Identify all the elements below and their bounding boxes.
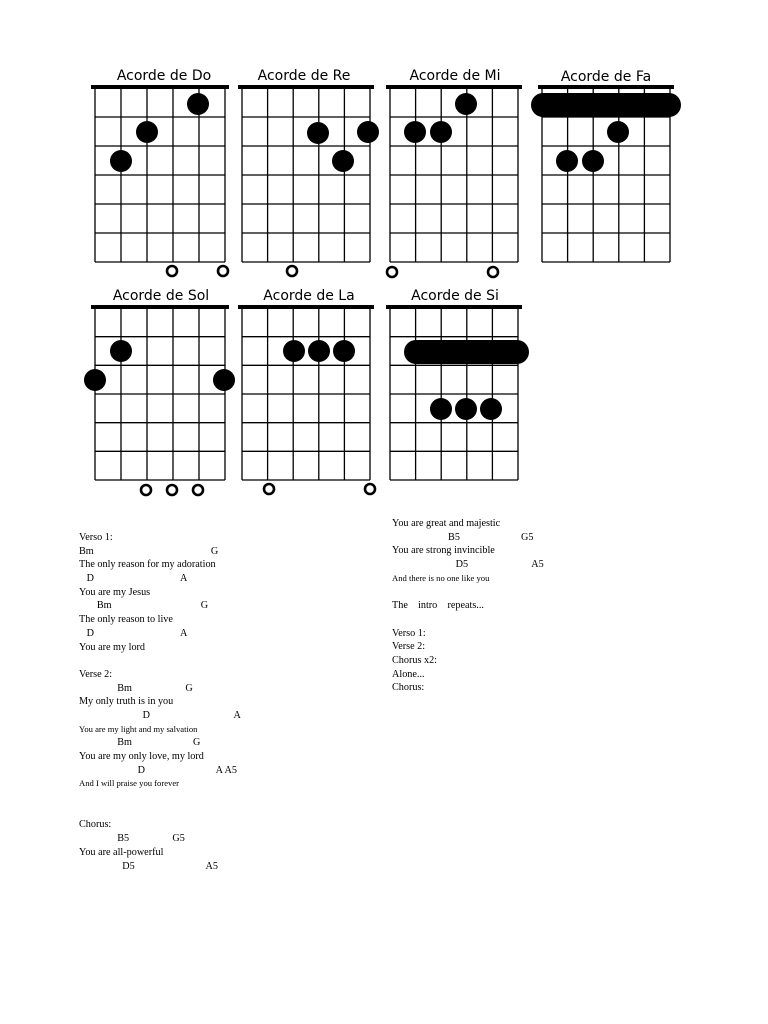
lyric-line: Chorus: <box>79 819 112 831</box>
lyric-line: D5 A5 <box>79 860 218 872</box>
lyric-line: Alone... <box>392 668 425 680</box>
lyric-line: The intro repeats... <box>392 600 484 612</box>
finger-dot <box>283 340 305 362</box>
finger-dot <box>582 150 604 172</box>
lyric-line: Chorus: <box>392 682 425 694</box>
nut <box>538 85 674 89</box>
lyric-line: Verse 2: <box>79 668 113 680</box>
lyrics-left-column <box>79 531 241 873</box>
chord-diagram-fa <box>531 69 681 262</box>
barre <box>531 93 681 117</box>
finger-dot <box>307 122 329 144</box>
lyric-line: The only reason to live <box>79 614 173 626</box>
fretboard-grid <box>386 305 522 480</box>
chord-title-re: Acorde de Re <box>257 68 351 84</box>
finger-dot <box>333 340 355 362</box>
lyric-line: B5 G5 <box>392 531 534 543</box>
open-string-marker <box>287 266 297 276</box>
finger-dot <box>404 121 426 143</box>
lyric-line: Bm G <box>79 545 219 557</box>
lyric-line: And there is no one like you <box>392 572 490 583</box>
finger-dot <box>430 398 452 420</box>
finger-dot <box>136 121 158 143</box>
lyric-line: My only truth is in you <box>79 696 174 708</box>
fretboard-grid <box>91 305 229 480</box>
chord-diagram-sol <box>84 288 235 495</box>
lyric-line: The only reason for my adoration <box>79 559 216 571</box>
chord-title-fa: Acorde de Fa <box>560 69 652 85</box>
finger-dot <box>455 93 477 115</box>
lyric-line: You are my light and my salvation <box>79 723 198 734</box>
lyric-line: D A <box>79 573 188 585</box>
lyric-line: Bm G <box>79 737 201 749</box>
nut <box>238 305 374 309</box>
chord-diagram-mi <box>386 68 522 277</box>
finger-dot <box>480 398 502 420</box>
open-string-marks <box>167 266 228 276</box>
chord-diagram-re <box>238 68 379 276</box>
barre <box>404 340 529 364</box>
lyric-line: You are my only love, my lord <box>79 751 204 762</box>
open-string-marker <box>167 266 177 276</box>
finger-dot <box>607 121 629 143</box>
finger-dot <box>308 340 330 362</box>
finger-dot <box>556 150 578 172</box>
chord-diagram-si <box>386 288 529 480</box>
nut <box>91 85 229 89</box>
fretboard-grid <box>386 85 522 262</box>
lyric-line: D5 A5 <box>392 559 544 571</box>
finger-dot <box>84 369 106 391</box>
lyric-line: Bm G <box>79 682 193 694</box>
chord-diagrams <box>0 0 768 510</box>
open-string-marks <box>264 484 375 494</box>
finger-dot <box>332 150 354 172</box>
open-string-marker <box>264 484 274 494</box>
lyric-line <box>79 654 241 668</box>
finger-dots <box>110 93 209 172</box>
open-string-marker <box>365 484 375 494</box>
lyric-line: Verso 1: <box>392 627 426 639</box>
lyric-line: D A <box>79 627 188 639</box>
lyrics-right-column <box>392 517 544 695</box>
nut <box>386 305 522 309</box>
chord-title-mi: Acorde de Mi <box>409 68 501 84</box>
lyric-line: Bm G <box>79 600 209 612</box>
open-string-marks <box>387 267 498 277</box>
open-string-marker <box>387 267 397 277</box>
open-string-marker <box>141 485 151 495</box>
lyric-line: D A A5 <box>79 764 237 776</box>
lyric-line: You are all-powerful <box>79 846 164 858</box>
nut <box>386 85 522 89</box>
finger-dots <box>283 340 355 362</box>
finger-dot <box>110 340 132 362</box>
lyric-line <box>79 805 241 819</box>
chord-title-la: Acorde de La <box>263 288 355 304</box>
chord-diagram-do <box>91 68 229 276</box>
nut <box>91 305 229 309</box>
finger-dot <box>455 398 477 420</box>
lyric-line: Verso 1: <box>79 532 113 543</box>
open-string-marker <box>167 485 177 495</box>
lyric-line: And I will praise you forever <box>79 778 179 789</box>
lyric-line <box>392 585 544 599</box>
chord-title-si: Acorde de Si <box>411 288 499 304</box>
open-string-marker <box>193 485 203 495</box>
lyric-line: You are strong invincible <box>392 545 495 557</box>
chord-title-sol: Acorde de Sol <box>112 288 210 304</box>
chord-diagram-la <box>238 288 375 494</box>
lyric-line: You are great and majestic <box>392 518 501 529</box>
lyric-line <box>79 791 241 805</box>
fretboard-grid <box>91 85 229 262</box>
lyric-line: Verse 2: <box>392 641 426 653</box>
lyric-line: B5 G5 <box>79 833 185 845</box>
open-string-marks <box>141 485 203 495</box>
open-string-marks <box>287 266 297 276</box>
lyric-line: You are my lord <box>79 641 146 653</box>
finger-dot <box>110 150 132 172</box>
lyric-line: Chorus x2: <box>392 654 437 666</box>
finger-dot <box>430 121 452 143</box>
open-string-marker <box>218 266 228 276</box>
finger-dots <box>531 93 681 172</box>
open-string-marker <box>488 267 498 277</box>
fretboard-grid <box>238 305 374 480</box>
lyric-line: You are my Jesus <box>79 586 151 598</box>
nut <box>238 85 374 89</box>
finger-dot <box>187 93 209 115</box>
finger-dot <box>357 121 379 143</box>
fretboard-grid <box>238 85 374 262</box>
lyric-line: D A <box>79 709 241 721</box>
lyric-line <box>392 613 544 627</box>
finger-dot <box>213 369 235 391</box>
chord-title-do: Acorde de Do <box>116 68 212 84</box>
